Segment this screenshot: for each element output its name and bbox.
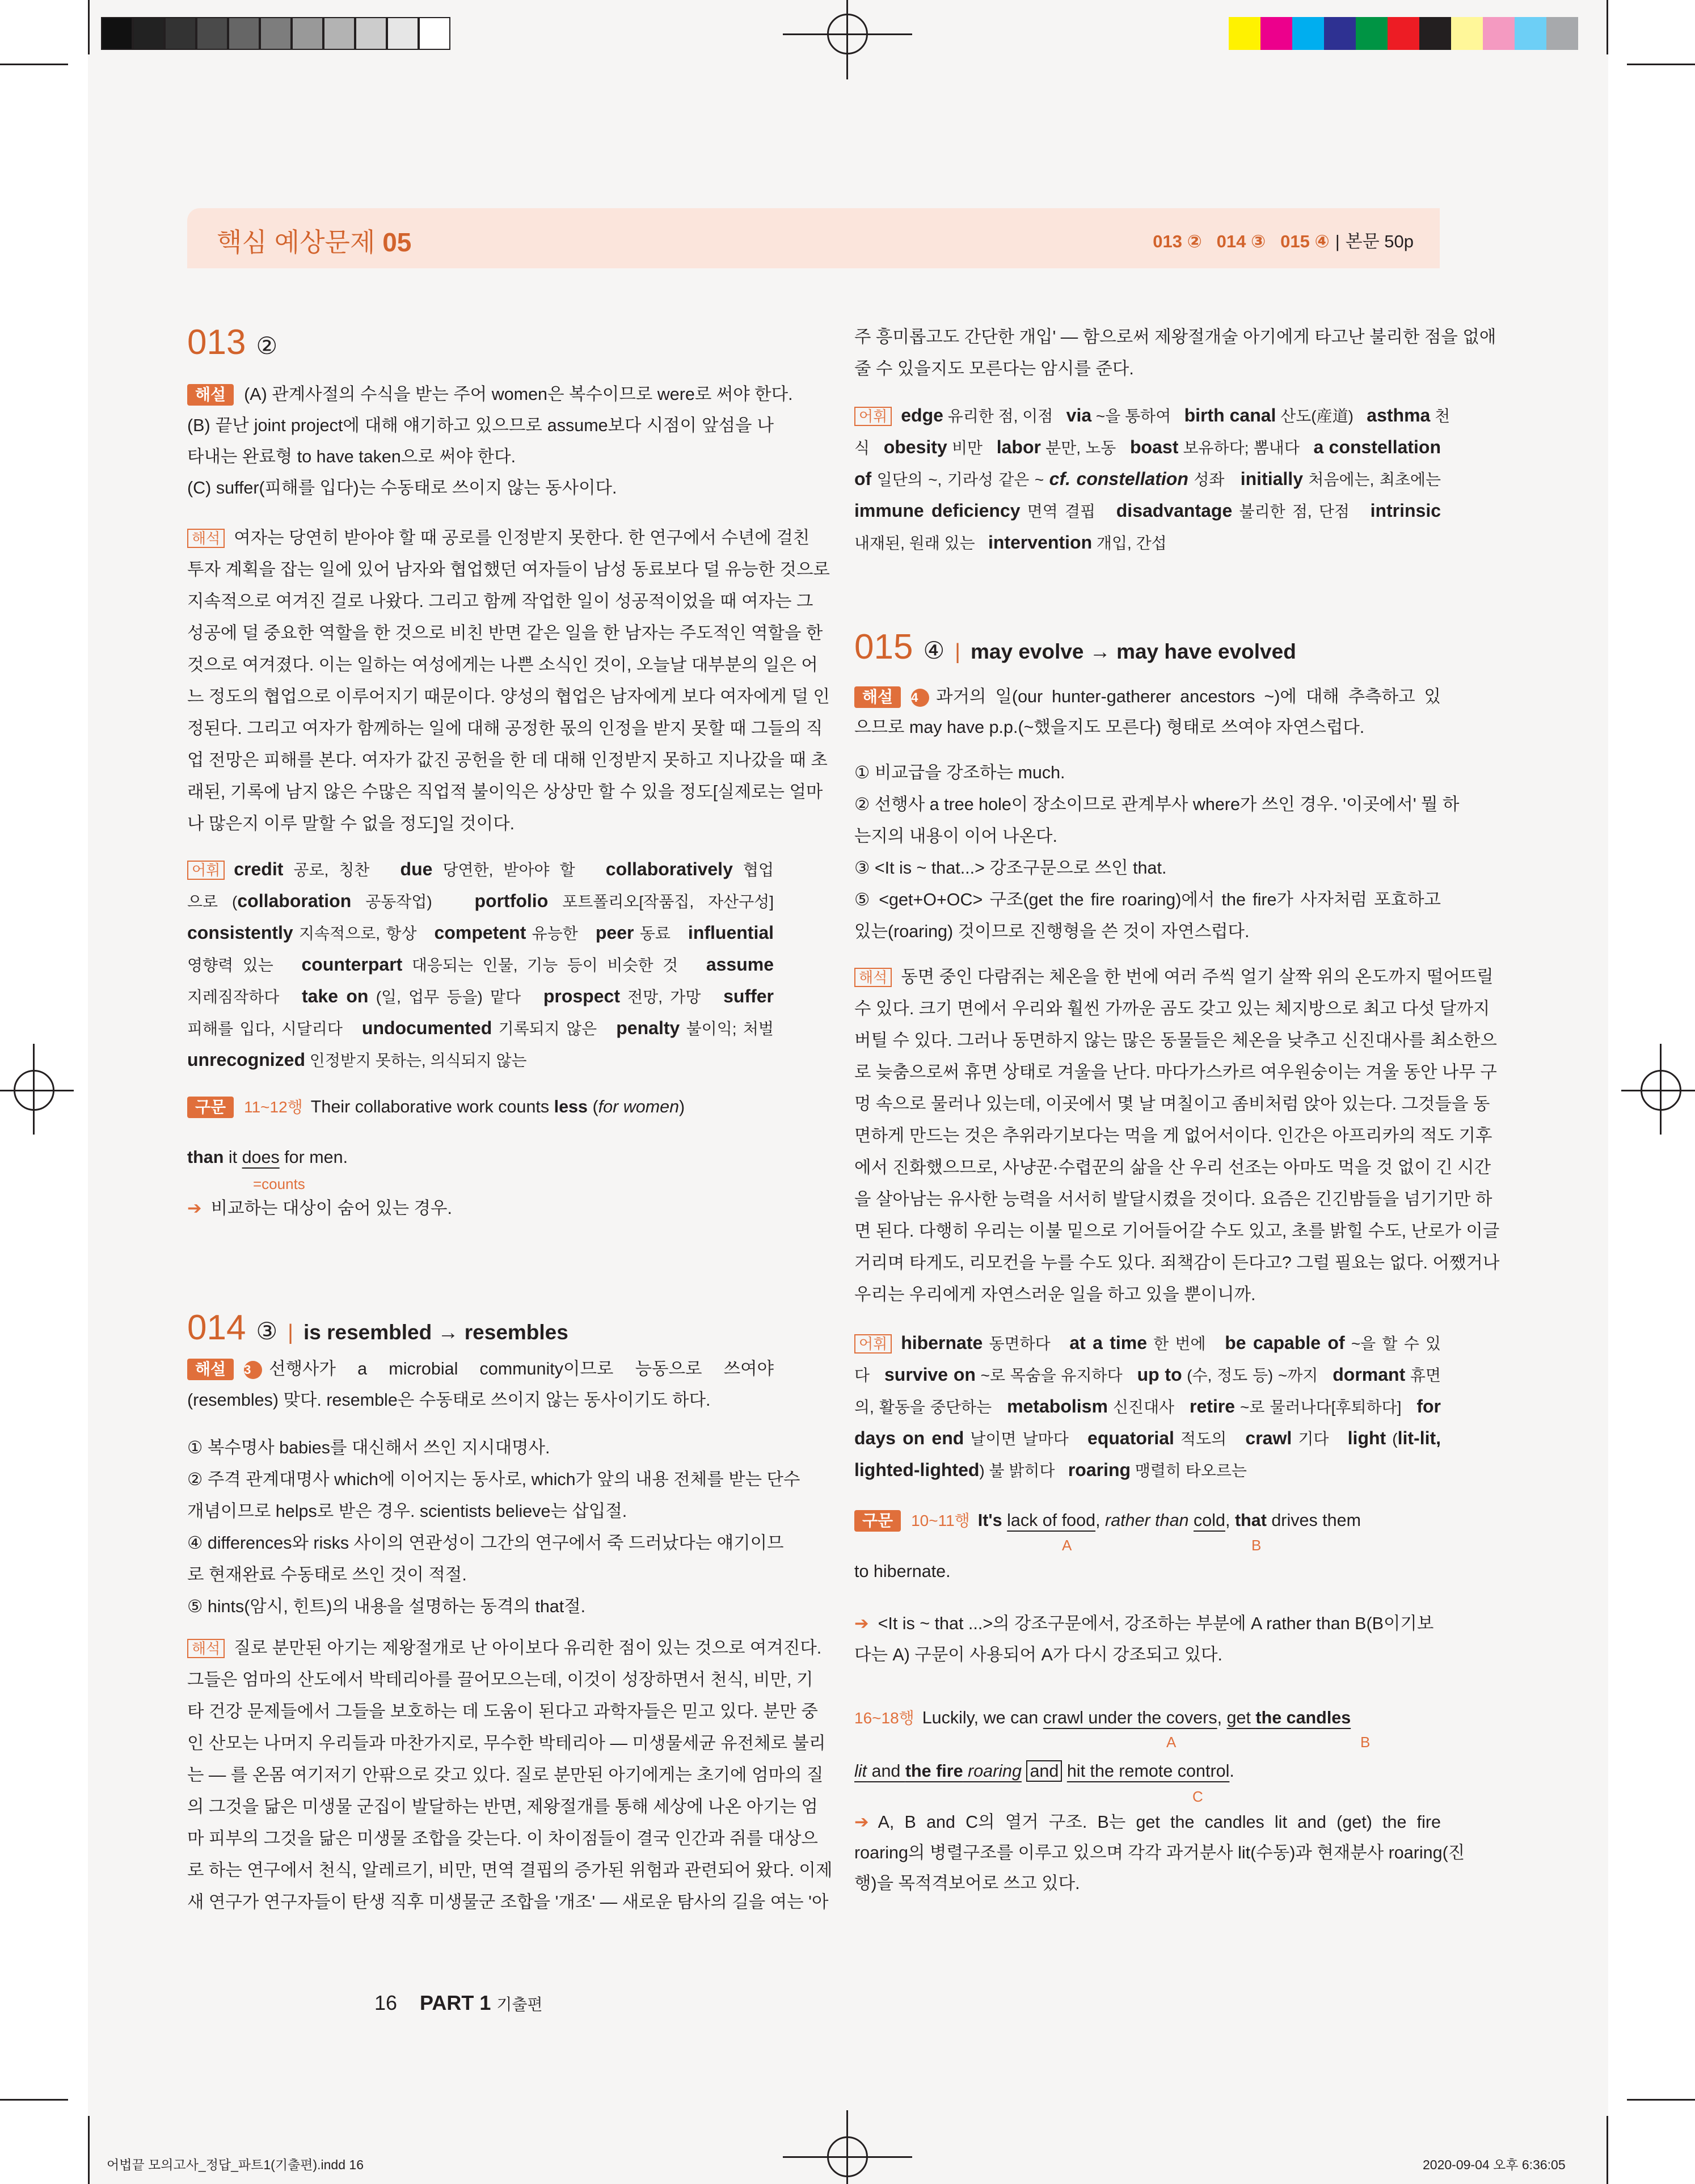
q013-structure-line: 구문 11~12행 Their collaborative work counts less (for women)	[187, 1095, 774, 1119]
gray-swatch	[101, 17, 133, 50]
crop-mark	[0, 2099, 68, 2101]
page-number: 16	[374, 1991, 398, 2014]
color-swatch	[1419, 17, 1451, 50]
arrow-icon: ➔	[854, 1614, 869, 1633]
gray-swatch	[419, 17, 450, 50]
q015-structure-note: 다는 A) 구문이 사용되어 A가 다시 강조되고 있다.	[854, 1645, 1222, 1664]
crop-mark	[1627, 64, 1695, 65]
color-swatch	[1292, 17, 1324, 50]
section-title: 핵심 예상문제 05	[217, 227, 412, 257]
vocab-line: 내재된, 원래 있는 intervention 개입, 간섭	[854, 532, 1167, 553]
paragraph-line: 해석 여자는 당연히 받아야 할 때 공로를 인정받지 못한다. 한 연구에서 수년에 걸친	[187, 526, 774, 549]
vocab-line: 으로 (collaboration 공동작업) portfolio 포트폴리오[작품집, 자산구성]	[187, 891, 774, 911]
vocab-line: 어휘 credit 공로, 칭찬 due 당연한, 받아야 할 collaboratively 협업	[187, 858, 774, 882]
crop-mark	[88, 0, 90, 54]
section-tag: 해석	[187, 529, 225, 548]
q015-structure-line: to hibernate.	[854, 1562, 951, 1581]
paragraph-line: 버틸 수 있다. 그러나 동면하지 않는 많은 동물들은 체온을 낮추고 신진대사를 최소한으	[854, 1031, 1497, 1050]
option-line: ② 주격 관계대명사 which에 이어지는 동사로, which가 앞의 내용 전체를 받는 단수	[187, 1470, 800, 1489]
paragraph-line: 의 그것을 닮은 미생물 군집이 발달하는 반면, 제왕절개를 통해 세상에 나온 아기는 엄	[187, 1797, 818, 1816]
paragraph-line: 멍 속으로 물러나 있는데, 이곳에서 몇 날 며칠이고 좀비처럼 앉아 있는다. 그것들을 동	[854, 1094, 1490, 1114]
vocab-line: 피해를 입다, 시달리다 undocumented 기록되지 않은 penalty 불이익; 처벌	[187, 1018, 774, 1038]
crop-mark	[0, 64, 68, 65]
paragraph-line: 수 있다. 크기 면에서 우리와 훨씬 가까운 곰도 갖고 있는 체지방으로 최고 다섯 달까지	[854, 999, 1490, 1018]
option-line: ② 선행사 a tree hole이 장소이므로 관계부사 where가 쓰인 경우. '이곳에서' 뭘 하	[854, 795, 1460, 814]
gray-swatch	[196, 17, 228, 50]
color-swatch	[1229, 17, 1260, 50]
q015-structure-line: lit and the fire roaring and hit the remote control.	[854, 1761, 1234, 1781]
option-line: 있는(roaring) 것이므로 진행형을 쓴 것이 자연스럽다.	[854, 922, 1250, 941]
color-swatch	[1260, 17, 1292, 50]
paragraph-line: 새 연구가 연구자들이 탄생 직후 미생물군 조합을 '개조' ― 새로운 탐사의 길을 여는 '아	[187, 1892, 829, 1912]
option-line: ③ <It is ~ that...> 강조구문으로 쓰인 that.	[854, 858, 1167, 878]
slug-date: 2020-09-04 오후 6:36:05	[1423, 2157, 1566, 2172]
paragraph-line: 줄 수 있을지도 모른다는 암시를 준다.	[854, 359, 1134, 378]
paragraph-line: 정된다. 그리고 여자가 함께하는 일에 대해 공정한 몫의 인정을 받지 못할 때 그들의 직	[187, 719, 823, 738]
answer-summary: 013 ② 014 ③ 015 ④ | 본문 50p	[1153, 231, 1414, 251]
option-line: 로 현재완료 수동태로 쓰인 것이 적절.	[187, 1565, 467, 1584]
part-label: PART 1	[420, 1991, 491, 2014]
q015-explain-line: 으므로 may have p.p.(~했을지도 모른다) 형태로 쓰여야 자연스럽다.	[854, 718, 1365, 737]
paragraph-line: 을 살아남는 유사한 능력을 서서히 발달시켰을 것이다. 요즘은 긴긴밤들을 넘기기만 하	[854, 1190, 1492, 1209]
section-tag: 해석	[187, 1639, 225, 1658]
paragraph-line: 해석 질로 분만된 아기는 제왕절개로 난 아이보다 유리한 점이 있는 것으로 여겨진다.	[187, 1637, 774, 1659]
vocab-line: 의, 활동을 중단하는 metabolism 신진대사 retire ~로 물러나다[후퇴하다] for	[854, 1396, 1441, 1416]
vocab-line: immune deficiency 면역 결핍 disadvantage 불리한 점, 단점 intrinsic	[854, 500, 1441, 521]
label-c: C	[1192, 1788, 1203, 1805]
crop-mark	[1627, 2099, 1695, 2101]
q015-structure-line: 16~18행 Luckily, we can crawl under the covers, get the candles	[854, 1708, 1351, 1727]
vocab-line: lighted-lighted) 불 밝히다 roaring 맹렬히 타오르는	[854, 1460, 1247, 1480]
vocab-line: 어휘 hibernate 동면하다 at a time 한 번에 be capable of ~을 할 수 있	[854, 1331, 1441, 1355]
paragraph-line: 인 산모는 나머지 우리들과 마찬가지로, 무수한 박테리아 ― 미생물세균 유전체로 불리	[187, 1734, 826, 1753]
q013-structure-line: than it does for men.	[187, 1148, 348, 1167]
label-b: B	[1360, 1734, 1371, 1751]
option-line: ① 비교급을 강조하는 much.	[854, 763, 1065, 782]
slug-filename: 어법끝 모의고사_정답_파트1(기출편).indd 16	[107, 2157, 364, 2172]
vocab-line: 지레짐작하다 take on (일, 업무 등을) 맡다 prospect 전망, 가망 suffer	[187, 986, 774, 1006]
paragraph-line: 것으로 여겨졌다. 이는 일하는 여성에게는 나쁜 소식인 것이, 오늘날 대부분의 일은 어	[187, 655, 818, 674]
gray-swatch	[133, 17, 165, 50]
vocab-line: 다 survive on ~로 목숨을 유지하다 up to (수, 정도 등) ~까지 dormant 휴면	[854, 1364, 1441, 1385]
option-line: ① 복수명사 babies를 대신해서 쓰인 지시대명사.	[187, 1438, 550, 1457]
gray-swatch	[260, 17, 292, 50]
section-header-band	[187, 208, 1440, 268]
paragraph-line: 는 ― 를 온몸 여기저기 안팎으로 갖고 있다. 질로 분만된 아기에게는 초기에 엄마의 질	[187, 1765, 824, 1785]
color-swatch	[1388, 17, 1419, 50]
arrow-icon: ➔	[187, 1199, 202, 1218]
color-swatch	[1515, 17, 1546, 50]
vocab-line: days on end 날이면 날마다 equatorial 적도의 crawl 기다 light (lit-lit,	[854, 1428, 1441, 1448]
page-footer	[374, 1991, 543, 2015]
q014-explain-line: (resembles) 맞다. resemble은 수동태로 쓰이지 않는 동사이기도 하다.	[187, 1390, 711, 1410]
vocab-line: 식 obesity 비만 labor 분만, 노동 boast 보유하다; 뽐내다 a constellation	[854, 437, 1441, 457]
color-swatch	[1483, 17, 1515, 50]
paragraph-line: 투자 계획을 잡는 일에 있어 남자와 협업했던 여자들이 남성 동료보다 덜 유능한 것으로	[187, 560, 830, 579]
crop-mark	[88, 2116, 90, 2184]
question-013-heading: 013 ②	[187, 323, 278, 362]
part-kind: 기출편	[496, 1996, 543, 2013]
note-line: ➔ A, B and C의 열거 구조. B는 get the candles lit and (get) the fire	[854, 1812, 1441, 1832]
q013-structure-note: ➔ 비교하는 대상이 숨어 있는 경우.	[187, 1199, 452, 1218]
paragraph-line: 그들은 엄마의 산도에서 박테리아를 끌어모으는데, 이것이 성장하면서 천식, 비만, 기	[187, 1670, 813, 1689]
gray-swatch	[323, 17, 355, 50]
color-swatch	[1546, 17, 1578, 50]
color-swatch	[1324, 17, 1356, 50]
q013-explain-line: (B) 끝난 joint project에 대해 얘기하고 있으므로 assume보다 시점이 앞섬을 나	[187, 416, 774, 435]
option-line: 는지의 내용이 이어 나온다.	[854, 827, 1057, 846]
gray-swatch	[292, 17, 323, 50]
q013-explain-line: 해설 (A) 관계사절의 수식을 받는 주어 women은 복수이므로 were로 써야 한다.	[187, 383, 793, 406]
option-line: ⑤ hints(암시, 힌트)의 내용을 설명하는 동격의 that절.	[187, 1597, 586, 1616]
color-swatch	[1451, 17, 1483, 50]
q015-structure-note: ➔ <It is ~ that ...>의 강조구문에서, 강조하는 부분에 A rather than B(B이기보	[854, 1614, 1434, 1633]
paragraph-line: 면 된다. 다행히 우리는 이불 밑으로 기어들어갈 수도 있고, 초를 밝힐 수도, 난로가 이글	[854, 1221, 1500, 1241]
paragraph-line: 마 피부의 그것을 닮은 미생물 조합을 갖는다. 이 차이점들이 결국 인간과 쥐를 대상으	[187, 1829, 818, 1848]
paragraph-line: 래된, 기록에 남지 않은 수많은 직업적 불이익은 상상만 할 수 있을 정도[실제로는 얼마	[187, 782, 823, 802]
paragraph-line: 느 정도의 협업으로 이루어지기 때문이다. 양성의 협업은 남자에게 보다 여자에게 덜 인	[187, 687, 830, 706]
q015-explain-line: 해설 4 과거의 일(our hunter-gatherer ancestors ~)에 대해 추측하고 있	[854, 685, 1441, 708]
option-line: ④ differences와 risks 사이의 연관성이 그간의 연구에서 죽 드러났다는 얘기이므	[187, 1533, 784, 1553]
paragraph-line: 해석 동면 중인 다람쥐는 체온을 한 번에 여러 주씩 얼기 살짝 위의 온도까지 떨어뜨릴	[854, 965, 1441, 988]
vocab-line: of 일단의 ~, 기라성 같은 ~ cf. constellation 성좌 initially 처음에는, 최초에는	[854, 469, 1441, 489]
note-line: roaring의 병렬구조를 이루고 있으며 각각 과거분사 lit(수동)과 현재분사 roaring(진	[854, 1843, 1465, 1862]
paragraph-line: 우리는 우리에게 자연스러운 일을 하고 있을 뿐이니까.	[854, 1285, 1256, 1304]
q013-explain-line: 타내는 완료형 to have taken으로 써야 한다.	[187, 447, 516, 466]
section-tag: 어휘	[854, 407, 892, 426]
paragraph-line: 주 흥미롭고도 간단한 개입' ― 함으로써 제왕절개술 아기에게 타고난 불리한 점을 없애	[854, 327, 1496, 347]
q014-explain-line: 해설 3 선행사가 a microbial community이므로 능동으로 쓰여야	[187, 1357, 774, 1380]
question-014-heading: 014 ③ | is resembled → resembles	[187, 1308, 568, 1347]
section-tag: 해석	[854, 968, 892, 987]
crop-mark	[1607, 2116, 1608, 2184]
gray-swatch	[165, 17, 196, 50]
gray-swatch	[387, 17, 419, 50]
paragraph-line: 면하게 만드는 것은 추위라기보다는 먹을 게 없어서이다. 인간은 아프리카의 적도 기후	[854, 1126, 1492, 1145]
q013-counts-annotation: =counts	[253, 1175, 305, 1192]
vocab-line: unrecognized 인정받지 못하는, 의식되지 않는	[187, 1049, 527, 1070]
paragraph-line: 로 늦춤으로써 휴면 상태로 겨울을 난다. 마다가스카르 여우원숭이는 겨울 동안 나무 구	[854, 1063, 1497, 1082]
label-b: B	[1251, 1537, 1262, 1554]
vocab-line: 영향력 있는 counterpart 대응되는 인물, 기능 등이 비슷한 것 assume	[187, 954, 774, 975]
paragraph-line: 타 건강 문제들에서 그들을 보호하는 데 도움이 된다고 과학자들은 믿고 있다. 분만 중	[187, 1702, 818, 1721]
vocab-line: 어휘 edge 유리한 점, 이점 via ~을 통하여 birth canal 산도(産道) asthma 천	[854, 404, 1441, 428]
option-line: 개념이므로 helps로 받은 경우. scientists believe는 삽입절.	[187, 1502, 627, 1521]
paragraph-line: 에서 진화했으므로, 사냥꾼·수렵꾼의 삶을 산 우리 선조는 아마도 먹을 것 없이 긴 시간	[854, 1158, 1491, 1177]
label-a: A	[1062, 1537, 1072, 1554]
q015-structure-line: 구문 10~11행 It's lack of food, rather than cold, that drives them	[854, 1509, 1441, 1532]
arrow-icon: ➔	[854, 1812, 869, 1832]
crop-mark	[1607, 0, 1608, 54]
section-tag: 어휘	[854, 1334, 892, 1354]
gray-swatch	[355, 17, 387, 50]
paragraph-line: 거리며 타게도, 리모컨을 누를 수도 있다. 죄책감이 든다고? 그럴 필요는 없다. 어쨌거나	[854, 1253, 1500, 1272]
color-swatch	[1356, 17, 1388, 50]
gray-swatch	[228, 17, 260, 50]
paragraph-line: 업 전망은 피해를 본다. 여자가 값진 공헌을 한 데 대해 인정받지 못하고 지나갔을 때 초	[187, 751, 828, 770]
q013-explain-line: (C) suffer(피해를 입다)는 수동태로 쓰이지 않는 동사이다.	[187, 478, 617, 497]
note-line: 행)을 목적격보어로 쓰고 있다.	[854, 1874, 1080, 1893]
option-line: ⑤ <get+O+OC> 구조(get the fire roaring)에서 the fire가 사자처럼 포효하고	[854, 890, 1441, 909]
paragraph-line: 지속적으로 여겨진 걸로 나왔다. 그리고 함께 작업한 일이 성공적이었을 때 여자는 그	[187, 592, 813, 611]
vocab-line: consistently 지속적으로, 항상 competent 유능한 peer 동료 influential	[187, 922, 774, 943]
question-015-heading: 015 ④ | may evolve → may have evolved	[854, 627, 1296, 667]
label-a: A	[1166, 1734, 1177, 1751]
section-tag: 어휘	[187, 861, 225, 880]
paragraph-line: 로 하는 연구에서 천식, 알레르기, 비만, 면역 결핍의 증가된 위험과 관련되어 왔다. 이제	[187, 1861, 833, 1880]
paragraph-line: 나 많은지 이루 말할 수 없을 정도]일 것이다.	[187, 814, 515, 833]
paragraph-line: 성공에 덜 중요한 역할을 한 것으로 비친 반면 같은 일을 한 남자는 주도적인 역할을 한	[187, 623, 823, 643]
